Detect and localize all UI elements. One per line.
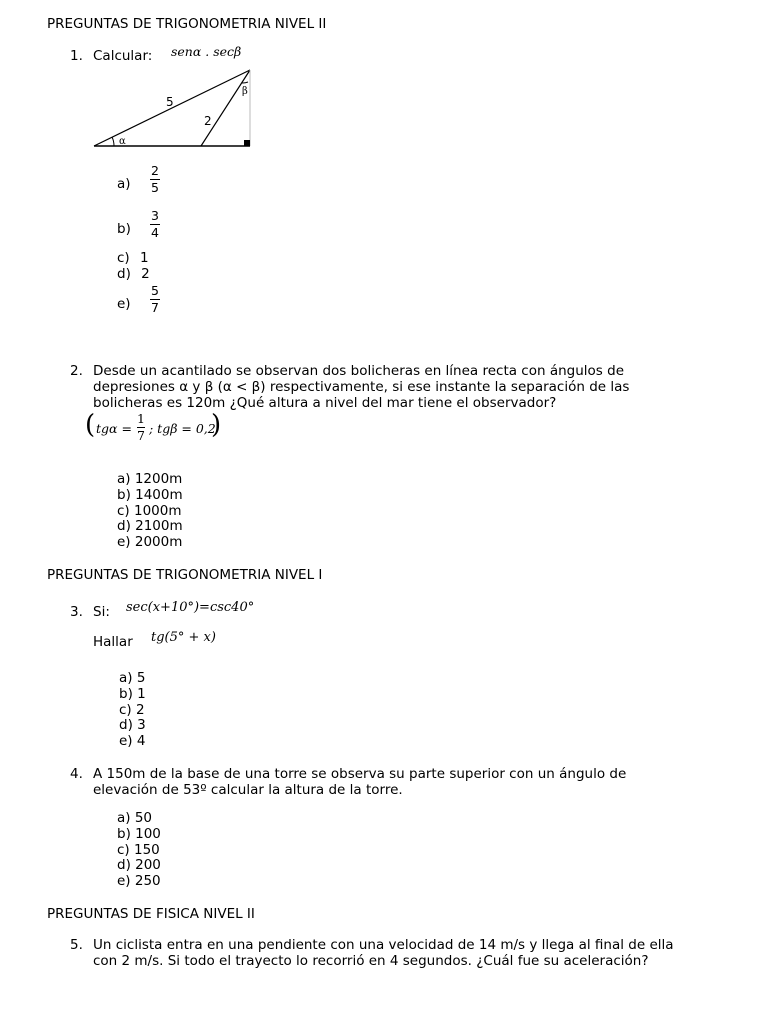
q4-line: A 150m de la base de una torre se observa su parte superior con un ángulo de bbox=[93, 766, 627, 782]
q1-option-c-label: c) bbox=[117, 250, 130, 266]
label-beta: β bbox=[242, 86, 248, 97]
frac-den: 5 bbox=[151, 180, 159, 195]
q1-option-a-fraction bbox=[150, 164, 160, 195]
frac-num: 3 bbox=[151, 208, 159, 223]
q2-fraction bbox=[137, 412, 145, 443]
q2-number: 2. bbox=[70, 363, 83, 379]
q2-option: e) 2000m bbox=[117, 534, 183, 551]
q2-option: d) 2100m bbox=[117, 518, 183, 535]
q1-triangle-figure bbox=[88, 64, 258, 154]
q4-option: e) 250 bbox=[117, 873, 161, 890]
q2-text bbox=[93, 363, 673, 411]
q1-option-d-label: d) bbox=[117, 266, 131, 282]
right-angle-marker bbox=[244, 140, 250, 146]
q1-label: Calcular: bbox=[93, 48, 153, 64]
q1-option-d bbox=[117, 266, 150, 282]
q2-option: a) 1200m bbox=[117, 471, 183, 487]
frac-den: 7 bbox=[151, 300, 159, 315]
beta-arc bbox=[242, 82, 248, 83]
q3-number: 3. bbox=[70, 604, 83, 620]
q3-option: e) 4 bbox=[119, 733, 146, 750]
section-header-trig-2: PREGUNTAS DE TRIGONOMETRIA NIVEL II bbox=[47, 16, 327, 32]
q3-option: d) 3 bbox=[119, 717, 146, 734]
q5-number: 5. bbox=[70, 937, 83, 953]
section-header-trig-1: PREGUNTAS DE TRIGONOMETRIA NIVEL I bbox=[47, 567, 323, 583]
q4-option: d) 200 bbox=[117, 857, 161, 874]
q1-option-e-label: e) bbox=[117, 296, 131, 312]
q3-option: b) 1 bbox=[119, 685, 146, 702]
alpha-arc bbox=[112, 137, 114, 146]
q5-line: con 2 m/s. Si todo el trayecto lo recorrió en 4 segundos. ¿Cuál fue su aceleración? bbox=[93, 953, 649, 969]
q3-equation: sec(x+10°)=csc40° bbox=[126, 600, 255, 615]
frac-num: 1 bbox=[137, 411, 145, 426]
q3-find-label: Hallar bbox=[93, 634, 133, 650]
q1-number: 1. bbox=[70, 48, 83, 64]
label-alpha: α bbox=[119, 136, 126, 147]
q2-line: depresiones α y β (α < β) respectivamente, si ese instante la separación de las bbox=[93, 379, 630, 395]
label-hyp: 5 bbox=[166, 95, 174, 109]
q2-tga: tgα = bbox=[96, 421, 132, 436]
frac-den: 4 bbox=[151, 225, 159, 240]
frac-num: 2 bbox=[151, 163, 159, 178]
q3-option: a) 5 bbox=[119, 670, 146, 686]
q1-option-b-label: b) bbox=[117, 221, 131, 237]
q2-line: bolicheras es 120m ¿Qué altura a nivel del mar tiene el observador? bbox=[93, 395, 557, 411]
q2-option: b) 1400m bbox=[117, 486, 183, 503]
q4-line: elevación de 53º calcular la altura de la torre. bbox=[93, 782, 403, 798]
q4-option: b) 100 bbox=[117, 825, 161, 842]
q2-tgb: ; tgβ = 0,2 bbox=[149, 421, 216, 436]
q4-option: a) 50 bbox=[117, 810, 153, 826]
section-header-fisica-2: PREGUNTAS DE FISICA NIVEL II bbox=[47, 906, 255, 922]
frac-den: 7 bbox=[137, 428, 145, 443]
q1-expression: senα . secβ bbox=[171, 44, 242, 59]
q4-text bbox=[93, 766, 673, 798]
q2-option: c) 1000m bbox=[117, 502, 182, 519]
q1-option-e-fraction bbox=[150, 284, 160, 315]
q3-option: c) 2 bbox=[119, 701, 145, 718]
label-inner: 2 bbox=[204, 114, 212, 128]
q2-line: Desde un acantilado se observan dos bolicheras en línea recta con ángulos de bbox=[93, 363, 625, 379]
frac-num: 5 bbox=[151, 283, 159, 298]
q1-option-b-fraction bbox=[150, 209, 160, 240]
q1-option-a-label: a) bbox=[117, 176, 131, 192]
q4-options bbox=[117, 811, 161, 890]
q5-line: Un ciclista entra en una pendiente con una velocidad de 14 m/s y llega al final de ella bbox=[93, 937, 674, 953]
q2-options bbox=[117, 472, 183, 551]
q1-option-d-value: 2 bbox=[141, 266, 150, 282]
q3-find-expression: tg(5° + x) bbox=[151, 630, 216, 645]
q1-option-c bbox=[117, 250, 149, 266]
q4-option: c) 150 bbox=[117, 841, 160, 858]
q3-label: Si: bbox=[93, 604, 110, 620]
q1-option-c-value: 1 bbox=[140, 250, 149, 266]
q3-options bbox=[119, 671, 146, 750]
q5-text bbox=[93, 937, 733, 969]
q4-number: 4. bbox=[70, 766, 83, 782]
